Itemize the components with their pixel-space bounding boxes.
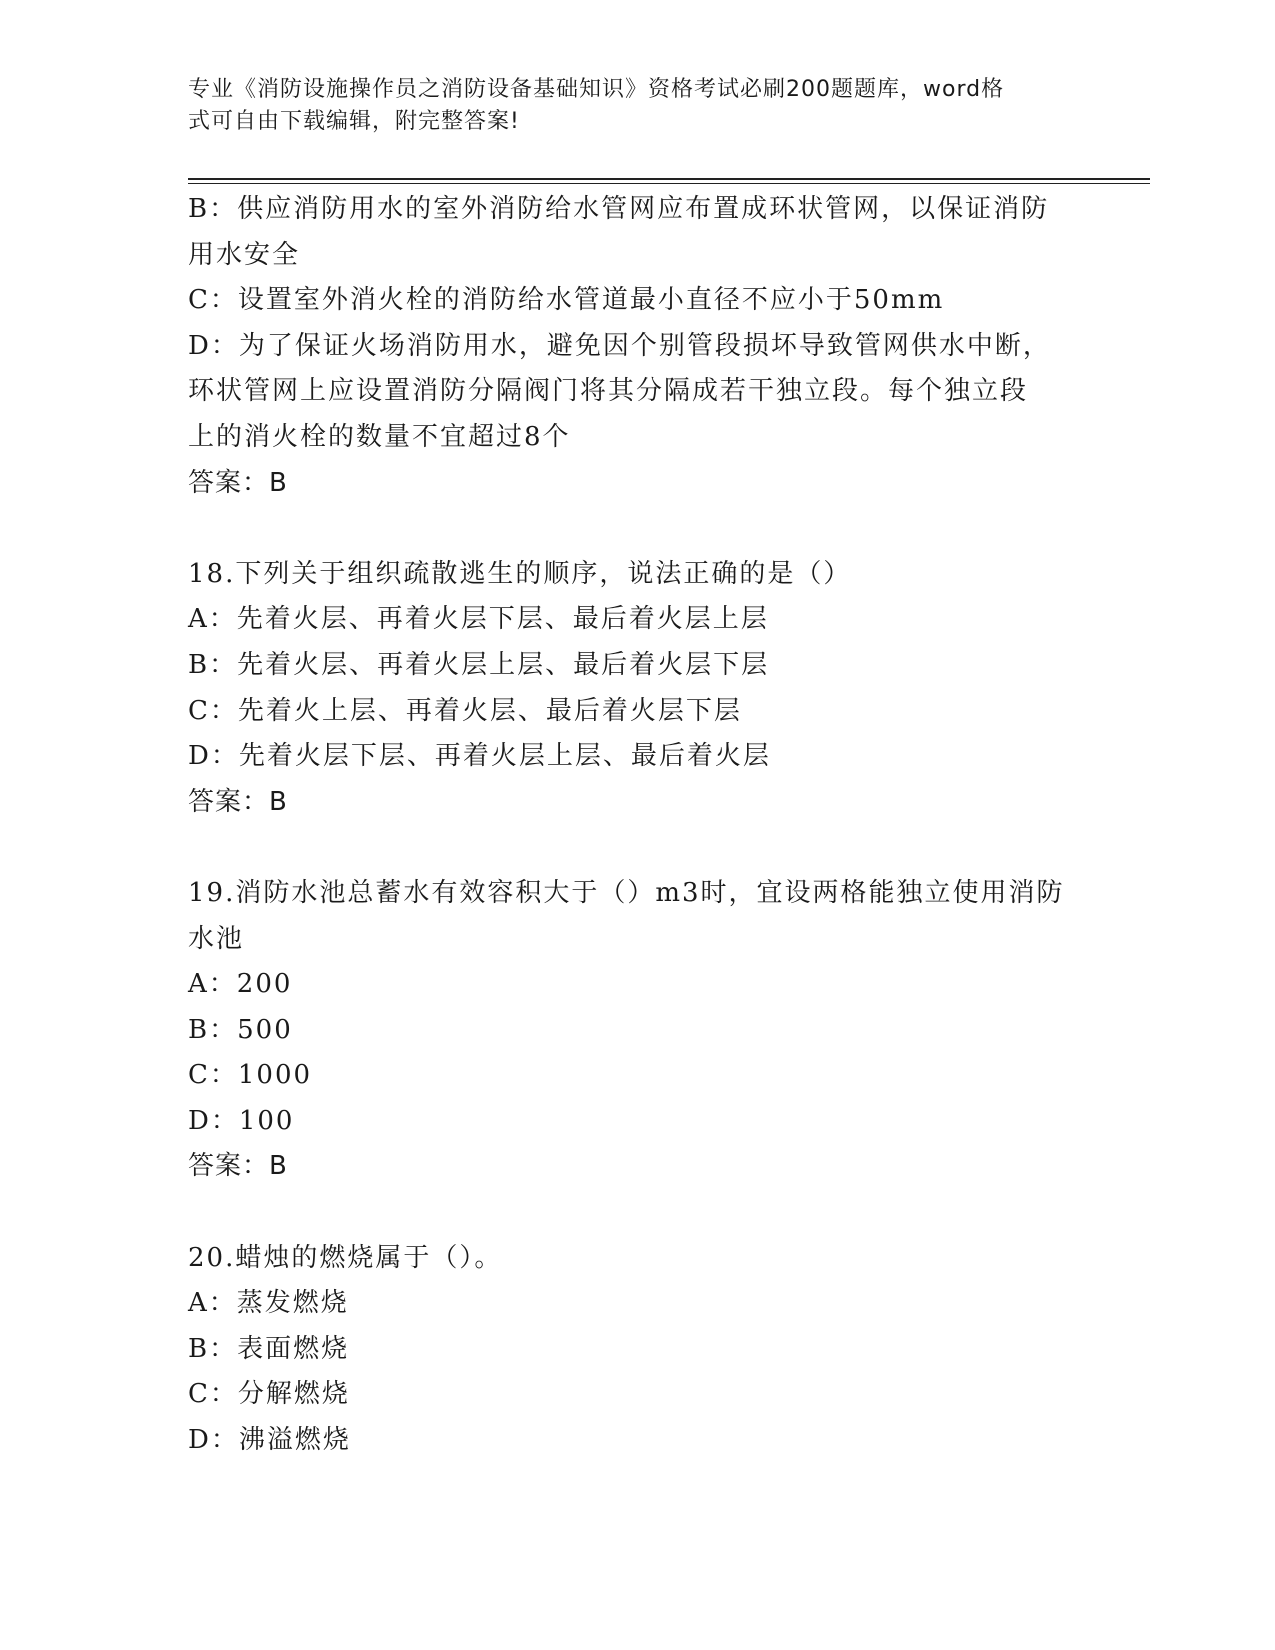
option-d: D：沸溢燃烧 — [188, 1425, 351, 1456]
option-b-line-1: B：供应消防用水的室外消防给水管网应布置成环状管网，以保证消防 — [188, 194, 1050, 224]
option-a: A：200 — [188, 969, 293, 1000]
option-d: D：100 — [188, 1105, 295, 1136]
option-a: A：蒸发燃烧 — [188, 1288, 349, 1319]
spacer — [188, 506, 1088, 552]
question-content — [188, 187, 1088, 1464]
question-18-stem: 18.下列关于组织疏散逃生的顺序，说法正确的是（） — [188, 558, 852, 589]
question-20-stem: 20.蜡烛的燃烧属于（）。 — [188, 1242, 503, 1273]
question-19 — [188, 871, 1088, 1190]
answer-17: 答案：B — [188, 467, 288, 498]
option-b: B：500 — [188, 1014, 293, 1045]
question-17-tail — [188, 187, 1088, 506]
header-line-2: 式可自由下载编辑，附完整答案! — [188, 109, 520, 134]
option-b-line-2: 用水安全 — [188, 239, 301, 270]
option-c: C：设置室外消火栓的消防给水管道最小直径不应小于50mm — [188, 285, 945, 316]
header-rule-thick — [188, 178, 1150, 180]
answer-19: 答案：B — [188, 1151, 288, 1182]
option-c: C：1000 — [188, 1060, 313, 1091]
option-c: C：先着火上层、再着火层、最后着火层下层 — [188, 695, 742, 726]
question-18 — [188, 552, 1088, 826]
option-b: B：表面燃烧 — [188, 1333, 350, 1364]
answer-18: 答案：B — [188, 786, 288, 817]
question-20 — [188, 1236, 1088, 1464]
option-c: C：分解燃烧 — [188, 1379, 350, 1410]
question-19-stem-line-2: 水池 — [188, 923, 245, 954]
document-header — [188, 74, 1068, 138]
option-a: A：先着火层、再着火层下层、最后着火层上层 — [188, 604, 769, 635]
option-d: D：先着火层下层、再着火层上层、最后着火层 — [188, 741, 771, 772]
option-d-line-2: 环状管网上应设置消防分隔阀门将其分隔成若干独立段。每个独立段 — [188, 376, 1029, 407]
option-d-line-3: 上的消火栓的数量不宜超过8个 — [188, 421, 571, 452]
option-b: B：先着火层、再着火层上层、最后着火层下层 — [188, 649, 770, 680]
spacer — [188, 825, 1088, 871]
question-19-stem-line-1: 19.消防水池总蓄水有效容积大于（）m3时，宜设两格能独立使用消防 — [188, 877, 1065, 908]
option-d-line-1: D：为了保证火场消防用水，避免因个别管段损坏导致管网供水中断， — [188, 330, 1051, 361]
header-line-1: 专业《消防设施操作员之消防设备基础知识》资格考试必刷200题题库，word格 — [188, 77, 1005, 102]
header-rule-thin — [188, 183, 1150, 184]
spacer — [188, 1190, 1088, 1236]
